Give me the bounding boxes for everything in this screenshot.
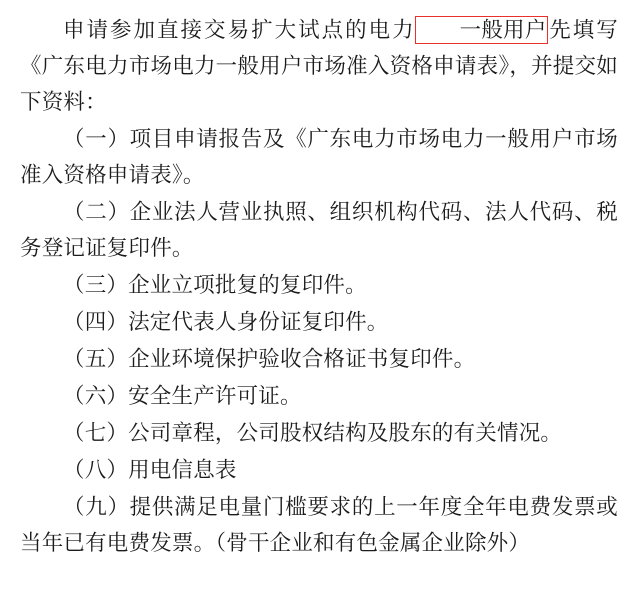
text-run: （八）用电信息表 (63, 458, 237, 482)
text-run: （五）企业环境保护验收合格证书复印件。 (63, 347, 476, 371)
text-run: （三）企业立项批复的复印件。 (63, 273, 367, 297)
paragraph-item-8 (20, 452, 618, 488)
document-body (20, 12, 618, 561)
paragraph-item-7 (20, 415, 618, 451)
paragraph-item-6 (20, 378, 618, 414)
paragraph-item-4 (20, 304, 618, 340)
paragraph-intro (20, 12, 618, 120)
text-run: （四）法定代表人身份证复印件。 (63, 310, 389, 334)
text-run: （六）安全生产许可证。 (63, 384, 302, 408)
paragraph-item-5 (20, 341, 618, 377)
paragraph-item-2 (20, 194, 618, 266)
text-run: （七）公司章程，公司股权结构及股东的有关情况。 (63, 421, 563, 445)
text-run: 先填写《广东电力市场电力一般用户市场准入资格申请表》，并提交如下资料： (20, 18, 618, 114)
text-run: 申请参加直接交易扩大试点的电力 (63, 18, 416, 42)
highlighted-text: 一般用户 (415, 16, 549, 44)
paragraph-item-9 (20, 489, 618, 561)
paragraph-item-1 (20, 121, 618, 193)
paragraph-item-3 (20, 267, 618, 303)
text-run: （九）提供满足电量门槛要求的上一年度全年电费发票或当年已有电费发票。（骨干企业和有色金属企业除外） (20, 495, 618, 555)
text-run: （一）项目申请报告及《广东电力市场电力一般用户市场准入资格申请表》。 (20, 127, 618, 187)
text-run: （二）企业法人营业执照、组织机构代码、法人代码、税务登记证复印件。 (20, 200, 618, 260)
